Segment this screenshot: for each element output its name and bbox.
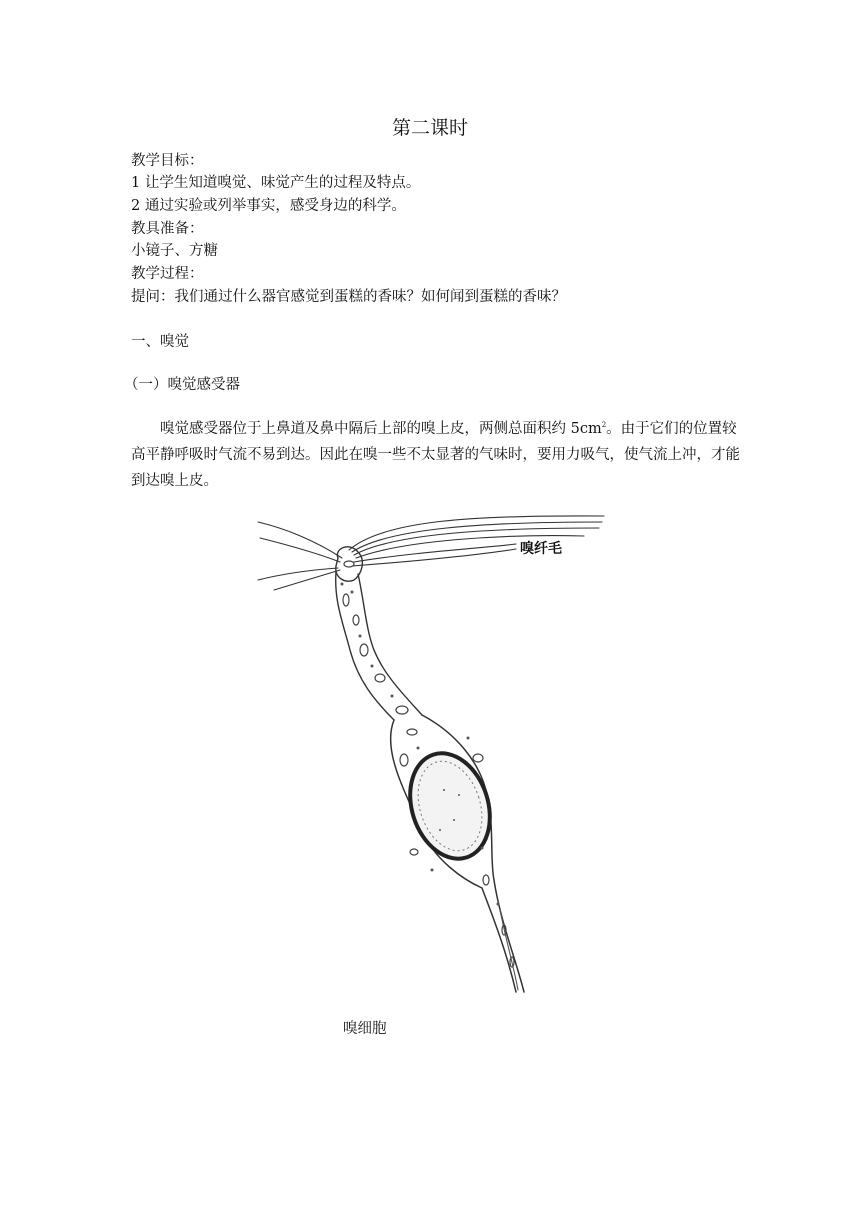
area-unit-superscript: 2	[601, 421, 607, 429]
teaching-goal-heading: 教学目标：	[131, 153, 204, 169]
subsection-heading-receptor: （一）嗅觉感受器	[124, 377, 240, 393]
question-line: 提问：我们通过什么器官感觉到蛋糕的香味？如何闻到蛋糕的香味？	[131, 289, 566, 305]
receptor-paragraph	[131, 412, 745, 494]
materials-heading: 教具准备：	[131, 221, 204, 237]
olfactory-cell-figure	[254, 500, 610, 1000]
teaching-goal-1: 1 让学生知道嗅觉、味觉产生的过程及特点。	[131, 175, 421, 191]
section-heading-smell: 一、嗅觉	[131, 334, 189, 350]
olfactory-cell-drawing	[254, 500, 610, 1000]
materials-list: 小镜子、方糖	[131, 243, 218, 259]
cilia-label: 嗅纤毛	[520, 541, 562, 557]
teaching-goal-2: 2 通过实验或列举事实，感受身边的科学。	[131, 198, 406, 214]
figure-caption: 嗅细胞	[343, 1021, 387, 1037]
paragraph-part-2: 。由于它们的位置较高平静呼吸时气流不易到达。因此在嗅一些不太显著的气味时，要用力吸气，使气流上冲，才能到达嗅上皮。	[131, 420, 740, 489]
process-heading: 教学过程：	[131, 266, 204, 282]
paragraph-part-1: 嗅觉感受器位于上鼻道及鼻中隔后上部的嗅上皮，两侧总面积约 5cm	[160, 420, 602, 437]
page-title: 第二课时	[391, 117, 468, 139]
